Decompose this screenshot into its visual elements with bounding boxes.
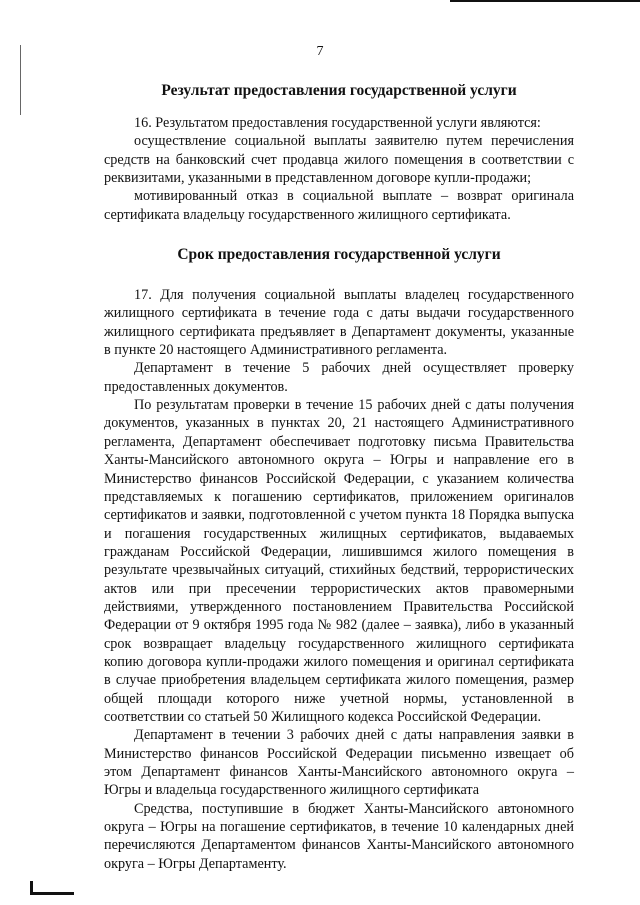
paragraph: мотивированный отказ в социальной выплате – возврат оригинала сертификата владельцу государственного жилищного сертификата. xyxy=(104,188,574,223)
paragraph: По результатам проверки в течение 15 рабочих дней с даты получения документов, указанных в пунктах 20, 21 настоящего Административного регламента, Департамент обеспечивает подготовку письма Правительства Ханты-Мансийского автономного округа – Югры и направление его в Министерство финансов Российской Федерации, с указанием количества представляемых к погашению сертификатов, приложением оригиналов сертификатов и заявки, подготовленной с учетом пункта 18 Порядка выпуска и погашения государственных жилищных сертификатов, выдаваемых гражданам Российской Федерации, лишившимся жилого помещения в результате чрезвычайных ситуаций, стихийных бедствий, террористических актов или при пресечении террористических актов правомерными действиями, утвержденного постановлением Правительства Российской Федерации от 9 октября 1995 года № 982 (далее – заявка), либо в указанный срок возвращает владельцу государственного жилищного сертификата копию договора купли-продажи жилого помещения и оригинал сертификата в случае приобретения владельцем сертификата жилого помещения, размер общей площади которого ниже учетной нормы, установленной в соответствии со статьей 50 Жилищного кодекса Российской Федерации. xyxy=(104,397,574,725)
paragraph: Средства, поступившие в бюджет Ханты-Мансийского автономного округа – Югры на погашение сертификатов, в течение 10 календарных дней перечисляются Департаментом финансов Ханты-Мансийского автономного округа – Югры Департаменту. xyxy=(104,800,574,872)
section-heading-term: Срок предоставления государственной услуги xyxy=(177,246,501,264)
paragraph: 17. Для получения социальной выплаты владелец государственного жилищного сертификата в течение года с даты выдачи государственного жилищного сертификата предъявляет в Департамент документы, указанные в пункте 20 настоящего Административного регламента. xyxy=(104,287,574,359)
paragraph: осуществление социальной выплаты заявителю путем перечисления средств на банковский счет продавца жилого помещения в соответствии с реквизитами, указанными в представленном договоре купли-продажи; xyxy=(104,133,574,187)
scan-corner-mark xyxy=(30,892,74,895)
page-number: 7 xyxy=(316,44,324,59)
scan-edge-line xyxy=(450,0,640,2)
document-body xyxy=(104,82,574,873)
paragraph: 16. Результатом предоставления государственной услуги являются: xyxy=(134,115,541,131)
paragraph: Департамент в течении 3 рабочих дней с даты направления заявки в Министерство финансов Российской Федерации письменно извещает об этом Департамент финансов Ханты-Мансийского автономного округа – Югры и владельца государственного жилищного сертификата xyxy=(104,727,574,799)
paragraph: Департамент в течение 5 рабочих дней осуществляет проверку предоставленных документов. xyxy=(104,360,574,395)
section-heading-result: Результат предоставления государственной услуги xyxy=(161,82,517,99)
